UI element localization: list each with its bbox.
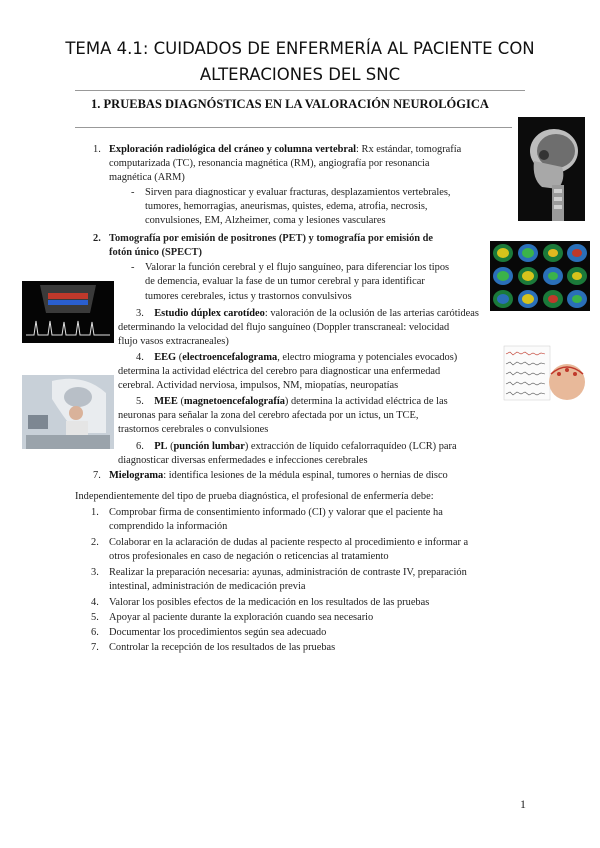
list2-item3-line2: intestinal, administración de medicación previa: [109, 581, 306, 592]
title-line-2: ALTERACIONES DEL SNC: [199, 65, 401, 84]
list2-item1-line1: Comprobar firma de consentimiento informado (CI) y valorar que el paciente ha: [109, 507, 443, 518]
list2-item1-line2: comprendido la información: [109, 521, 228, 532]
list2-item2-line1: Colaborar en la aclaración de dudas al paciente respecto al procedimiento e informar a: [109, 537, 469, 548]
list2-item4-line1: Valorar los posibles efectos de la medicación en los resultados de las pruebas: [109, 597, 430, 608]
list1-item3-line1: 3. Estudio dúplex carotídeo: valoración de la oclusión de las arterias carótideas: [136, 308, 479, 319]
list2-item1-number: 1.: [91, 507, 99, 518]
list1-item4-number: 4.: [136, 352, 144, 363]
list1-item1-bold: Exploración radiológica del cráneo y columna vertebral: [109, 144, 357, 155]
list2-item7-number: 7.: [91, 642, 99, 653]
list2-item6-number: 6.: [91, 627, 99, 638]
list1-item2-sub-line2: de demencia, evaluar la fase de un tumor cerebral y para identificar: [145, 276, 425, 287]
list1-item4-line1: 4. EEG (electroencefalograma, electro miograma y potenciales evocados): [136, 352, 458, 363]
title-line-1: TEMA 4.1: CUIDADOS DE ENFERMERÍA AL PACIENTE CON: [65, 39, 535, 58]
list2-item5-number: 5.: [91, 612, 99, 623]
list1-item2-line2: fotón único (SPECT): [109, 247, 202, 258]
list1-item5-line1: 5. MEE (magnetoencefalografía) determina la actividad eléctrica de las: [136, 396, 448, 407]
meg-scanner-image: [22, 375, 114, 449]
skull-xray-image: [518, 117, 585, 221]
list1-item2-dash: -: [131, 262, 135, 273]
list1-item1-line1: Exploración radiológica del cráneo y columna vertebral: Rx estándar, tomografía: [109, 144, 462, 155]
list1-item1-sub-line2: tumores, hemorragias, aneurismas, quistes, edema, atrofia, necrosis,: [145, 201, 428, 212]
list1-item6-number: 6.: [136, 441, 144, 452]
list2-item6-line1: Documentar los procedimientos según sea adecuado: [109, 627, 327, 638]
list1-item3-line3: flujo vasos extracraneales): [118, 336, 229, 347]
list1-item6-line1: 6. PL (punción lumbar) extracción de líquido cefalorraquídeo (LCR) para: [136, 441, 457, 452]
list1-item6-line2: diagnosticar diversas enfermedades e infecciones cerebrales: [118, 455, 368, 466]
eeg-image: [503, 344, 587, 410]
list2-item5-line1: Apoyar al paciente durante la exploración cuando sea necesario: [109, 612, 374, 623]
list1-item1-dash: -: [131, 187, 135, 198]
list2-item3-number: 3.: [91, 567, 99, 578]
list1-item3-line2: determinando la velocidad del flujo sanguíneo (Doppler transcraneal: velocidad: [118, 322, 450, 333]
list1-item1-sub-line3: convulsiones, EM, Alzheimer, coma y lesiones vasculares: [145, 215, 386, 226]
page-number: 1: [520, 797, 526, 811]
list1-item2-number: 2.: [93, 233, 101, 244]
list1-item2-line1: Tomografía por emisión de positrones (PET) y tomografía por emisión de: [109, 233, 434, 244]
list2-item4-number: 4.: [91, 597, 99, 608]
list2-item7-line1: Controlar la recepción de los resultados de las pruebas: [109, 642, 336, 653]
list2-item3-line1: Realizar la preparación necesaria: ayunas, administración de contraste IV, preparación: [109, 567, 467, 578]
page-title: [40, 36, 560, 88]
pet-scan-image: [490, 241, 590, 311]
list1-item3-number: 3.: [136, 308, 144, 319]
top-divider: [75, 90, 525, 91]
list1-item1-number: 1.: [93, 144, 101, 155]
list2-item2-line2: otros profesionales en caso de negación o reticencias al tratamiento: [109, 551, 389, 562]
list1-item7-line1: Mielograma: identifica lesiones de la médula espinal, tumores o hernias de disco: [109, 470, 448, 481]
list1-item4-line2: determina la actividad eléctrica del cerebro para diagnosticar una enfermedad: [118, 366, 441, 377]
list1-item5-number: 5.: [136, 396, 144, 407]
list1-item1-line3: magnética (ARM): [109, 172, 185, 183]
list1-item2-sub-line3: tumores cerebrales, ictus y trastornos convulsivos: [145, 291, 352, 302]
section-heading: 1. PRUEBAS DIAGNÓSTICAS EN LA VALORACIÓN NEUROLÓGICA: [91, 97, 489, 111]
list1-item3-bold: Estudio dúplex carotídeo: [154, 308, 265, 319]
carotid-doppler-image: [22, 281, 114, 343]
list1-item1-sub-line1: Sirven para diagnosticar y evaluar fracturas, desplazamientos vertebrales,: [145, 187, 451, 198]
list1-item5-line3: trastornos cerebrales o convulsiones: [118, 424, 269, 435]
nursing-intro: Independientemente del tipo de prueba diagnóstica, el profesional de enfermería debe:: [75, 491, 434, 502]
list1-item5-line2: neuronas para señalar la zona del cerebro afectada por un ictus, un TCE,: [118, 410, 419, 421]
section-divider: [75, 127, 512, 128]
list2-item2-number: 2.: [91, 537, 99, 548]
list1-item7-number: 7.: [93, 470, 101, 481]
list1-item1-line2: computarizada (TC), resonancia magnética (RM), angiografía por resonancia: [109, 158, 430, 169]
list1-item4-line3: cerebral. Actividad nerviosa, impulsos, NM, miopatías, neuropatías: [118, 380, 399, 391]
list1-item2-sub-line1: Valorar la función cerebral y el flujo sanguíneo, para diferenciar los tipos: [145, 262, 450, 273]
